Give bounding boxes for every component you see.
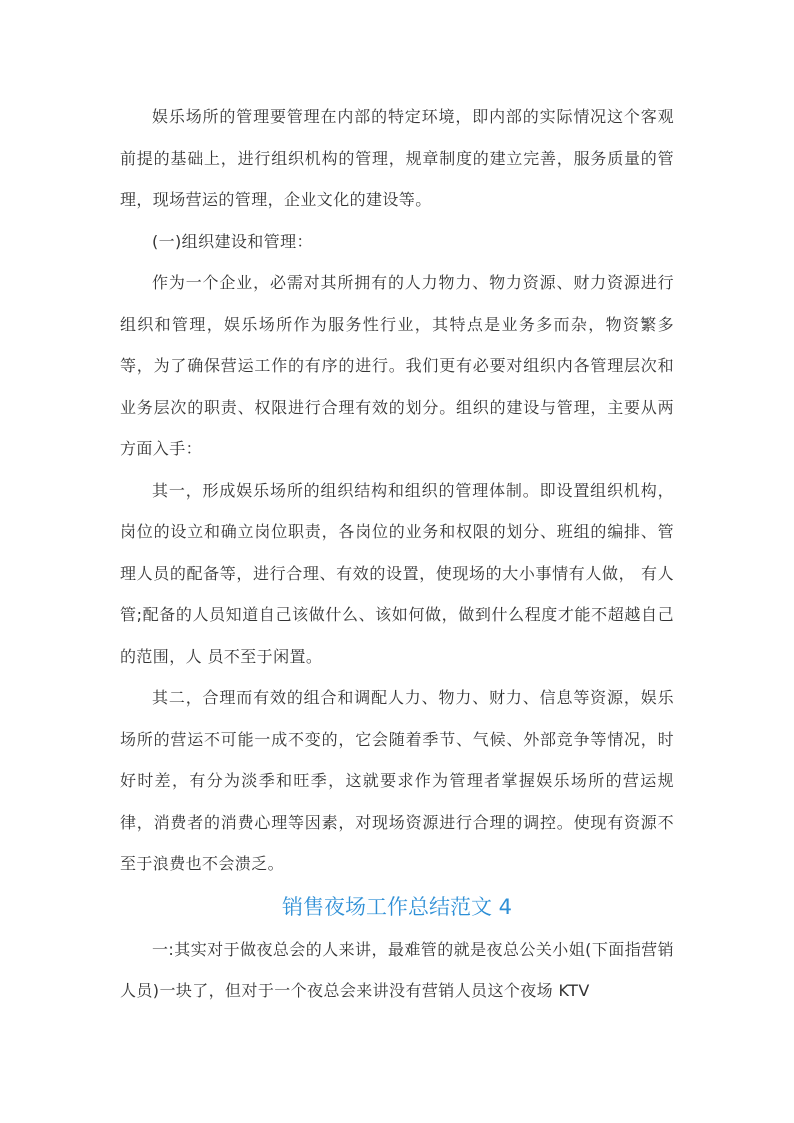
paragraph-org-body: 作为一个企业，必需对其所拥有的人力物力、物力资源、财力资源进行组织和管理，娱乐场所作为服务性行业，其特点是业务多而杂，物资繁多等，为了确保营运工作的有序的进行。我们更有必要对组织内各管理层次和业务层次的职责、权限进行合理有效的划分。组织的建设与管理，主要从两方面入手： (120, 273, 674, 458)
paragraph-management-intro: 娱乐场所的管理要管理在内部的特定环境，即内部的实际情况这个客观前提的基础上，进行组织机构的管理，规章制度的建立完善，服务质量的管理，现场营运的管理，企业文化的建设等。 (120, 107, 674, 209)
document-page (120, 96, 674, 1012)
paragraph-section-body: 一:其实对于做夜总会的人来讲，最难管的就是夜总公关小姐(下面指营销人员)一块了，但对于一个夜总会来讲没有营销人员这个夜场 KTV (120, 939, 674, 1000)
section-title: 销售夜场工作总结范文 4 (281, 894, 513, 919)
paragraph-org-heading: (一)组织建设和管理： (152, 231, 313, 251)
paragraph-point-one: 其一，形成娱乐场所的组织结构和组织的管理体制。即设置组织机构，岗位的设立和确立岗位职责，各岗位的业务和权限的划分、班组的编排、管理人员的配备等，进行合理、有效的设置，使现场的大小事情有人做， 有人管;配备的人员知道自己该做什么、该如何做，做到什么程度才能不超越自己的范围，人 员不至于闲置。 (120, 480, 674, 666)
paragraph-point-two: 其二，合理而有效的组合和调配人力、物力、财力、信息等资源，娱乐场所的营运不可能一成不变的，它会随着季节、气候、外部竞争等情况，时好时差，有分为淡季和旺季，这就要求作为管理者掌握娱乐场所的营运规律，消费者的消费心理等因素，对现场资源进行合理的调控。使现有资源不至于浪费也不会溃乏。 (120, 688, 674, 873)
